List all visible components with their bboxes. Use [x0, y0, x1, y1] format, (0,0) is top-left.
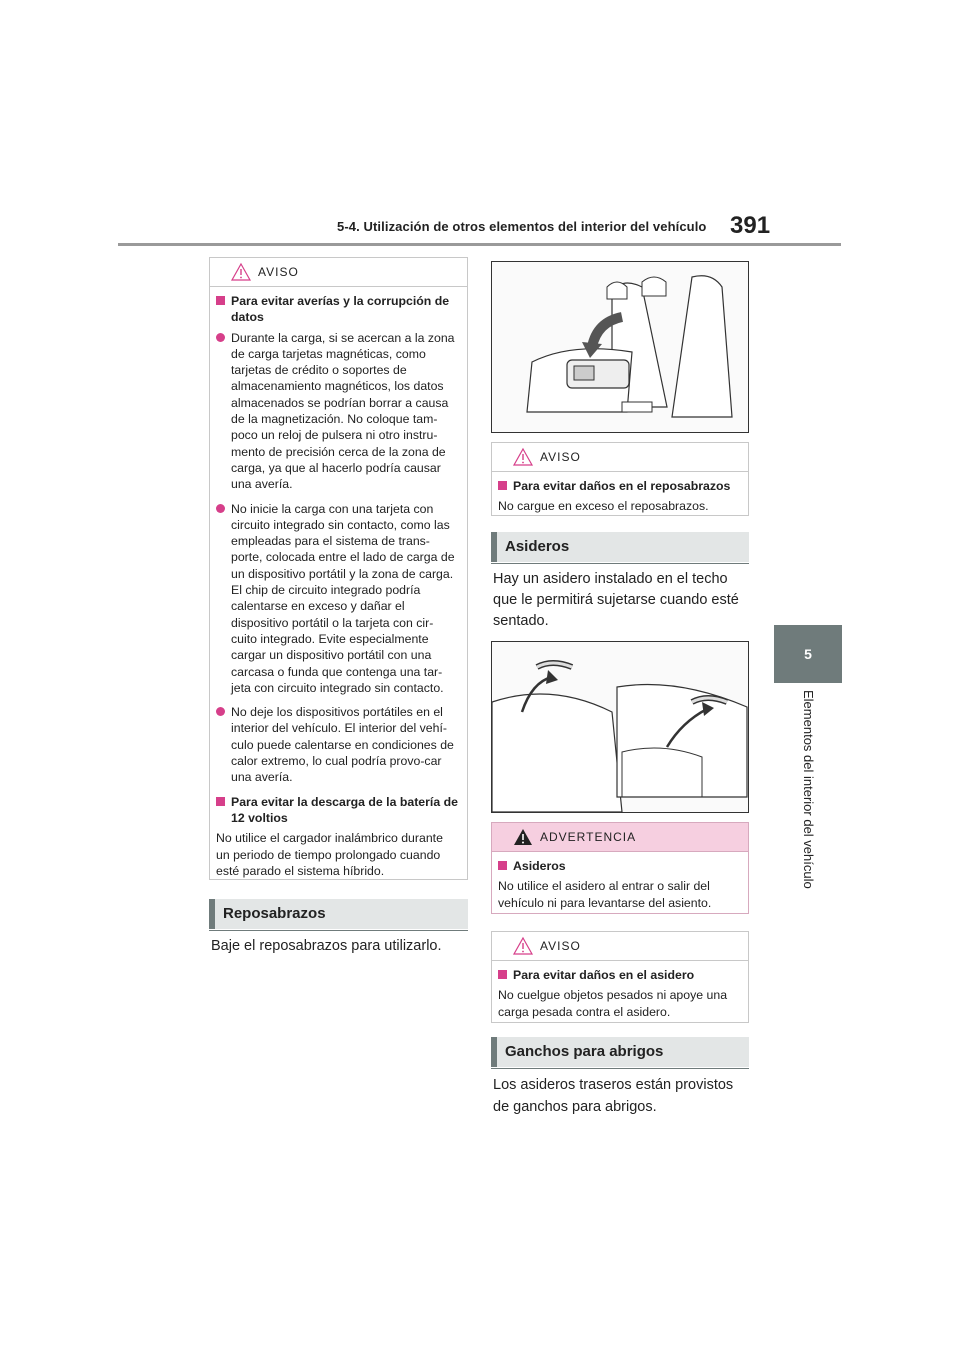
reposabrazos-text: Baje el reposabrazos para utilizarlo.: [211, 938, 442, 954]
list-item: [216, 704, 459, 785]
section-heading-ganchos: Ganchos para abrigos: [491, 1037, 749, 1067]
armrest-illustration: [491, 261, 749, 433]
list-item-text: No deje los dispositivos portátiles en el interior del vehículo. El interior del vehí-culo puede calentarse en condiciones de calor extremo, lo cual podría provo-car una avería.: [231, 705, 454, 785]
chapter-heading: 5-4. Utilización de otros elementos del interior del vehículo: [337, 219, 707, 234]
header-divider: [118, 243, 841, 246]
notice-label: AVISO: [258, 265, 299, 279]
notice-label: AVISO: [540, 939, 581, 953]
assist-grip-illustration: [491, 641, 749, 813]
page-number: 391: [730, 212, 771, 239]
list-item-text: Durante la carga, si se acercan a la zona de carga tarjetas magnéticas, como tarjetas de crédito o soportes de almacenamiento magnéticos, los datos almacenados se podrían borrar a causa de la magnetización. No coloque tam-poco un reloj de pulsera ni otro instru-mento de precisión cerca de la zona de carga, ya que al hacerlo podría causar una avería.: [231, 330, 455, 492]
warning-paragraph: No utilice el asidero al entrar o salir del vehículo ni para levantarse del asiento.: [498, 879, 712, 910]
notice-subheading: [216, 293, 459, 326]
section-heading-reposabrazos: Reposabrazos: [209, 899, 468, 929]
notice-subheading: [498, 967, 740, 983]
notice-box-assist-grip: [491, 931, 749, 1023]
round-bullet-icon: [216, 707, 225, 716]
subheading-text: Asideros: [513, 859, 566, 873]
square-bullet-icon: [498, 970, 507, 979]
notice-header: [492, 443, 748, 472]
square-bullet-icon: [216, 296, 225, 305]
notice-subheading: [216, 794, 459, 827]
notice-paragraph: No cuelgue objetos pesados ni apoye una carga pesada contra el asidero.: [498, 988, 728, 1019]
list-item: [216, 330, 459, 493]
square-bullet-icon: [498, 481, 507, 490]
warning-triangle-icon: [512, 827, 534, 847]
asideros-text: Hay un asidero instalado en el techo que le permitirá sujetarse cuando esté sentado.: [493, 571, 739, 629]
notice-subheading: [498, 478, 740, 494]
round-bullet-icon: [216, 504, 225, 513]
subheading-text: Para evitar averías y la corrupción de datos: [231, 294, 450, 325]
notice-header: [492, 932, 748, 961]
square-bullet-icon: [216, 797, 225, 806]
notice-box-charging: [209, 257, 468, 880]
caution-triangle-icon: [512, 936, 534, 956]
subheading-text: Para evitar la descarga de la batería de 12 voltios: [231, 794, 458, 825]
list-item: [216, 501, 459, 697]
chapter-tab: 5: [774, 625, 842, 683]
notice-header: [210, 258, 467, 287]
notice-paragraph: No cargue en exceso el reposabrazos.: [498, 499, 709, 514]
caution-triangle-icon: [512, 447, 534, 467]
subheading-text: Para evitar daños en el asidero: [513, 968, 695, 982]
square-bullet-icon: [498, 861, 507, 870]
chapter-side-label: Elementos del interior del vehículo: [801, 690, 816, 889]
section-heading-asideros: Asideros: [491, 532, 749, 562]
warning-label: ADVERTENCIA: [540, 830, 637, 844]
warning-header: [492, 823, 748, 852]
armrest-drawing: [492, 262, 748, 432]
warning-box-assist-grip: [491, 822, 749, 914]
round-bullet-icon: [216, 333, 225, 342]
subheading-text: Para evitar daños en el reposabrazos: [513, 479, 731, 493]
ganchos-text: Los asideros traseros están provistos de ganchos para abrigos.: [493, 1077, 734, 1115]
caution-triangle-icon: [230, 262, 252, 282]
assist-grip-drawing: [492, 642, 748, 812]
notice-label: AVISO: [540, 450, 581, 464]
warning-subheading: [498, 858, 740, 874]
notice-paragraph: No utilice el cargador inalámbrico durante un periodo de tiempo prolongado cuando esté parado el sistema híbrido.: [216, 831, 443, 878]
list-item-text: No inicie la carga con una tarjeta con circuito integrado sin contacto, como las empleadas para el sistema de trans-porte, colocada entre el lado de carga de un dispositivo portátil y la zona de carga. El chip de circuito integrado podría calentarse en exceso y dañar el dispositivo portátil o la tarjeta con cir-cuito integrado. Evite especialmente cargar un dispositivo portátil con una carcasa o funda que contenga una tar-jeta con circuito integrado sin contacto.: [231, 501, 455, 695]
notice-box-armrest: [491, 442, 749, 516]
